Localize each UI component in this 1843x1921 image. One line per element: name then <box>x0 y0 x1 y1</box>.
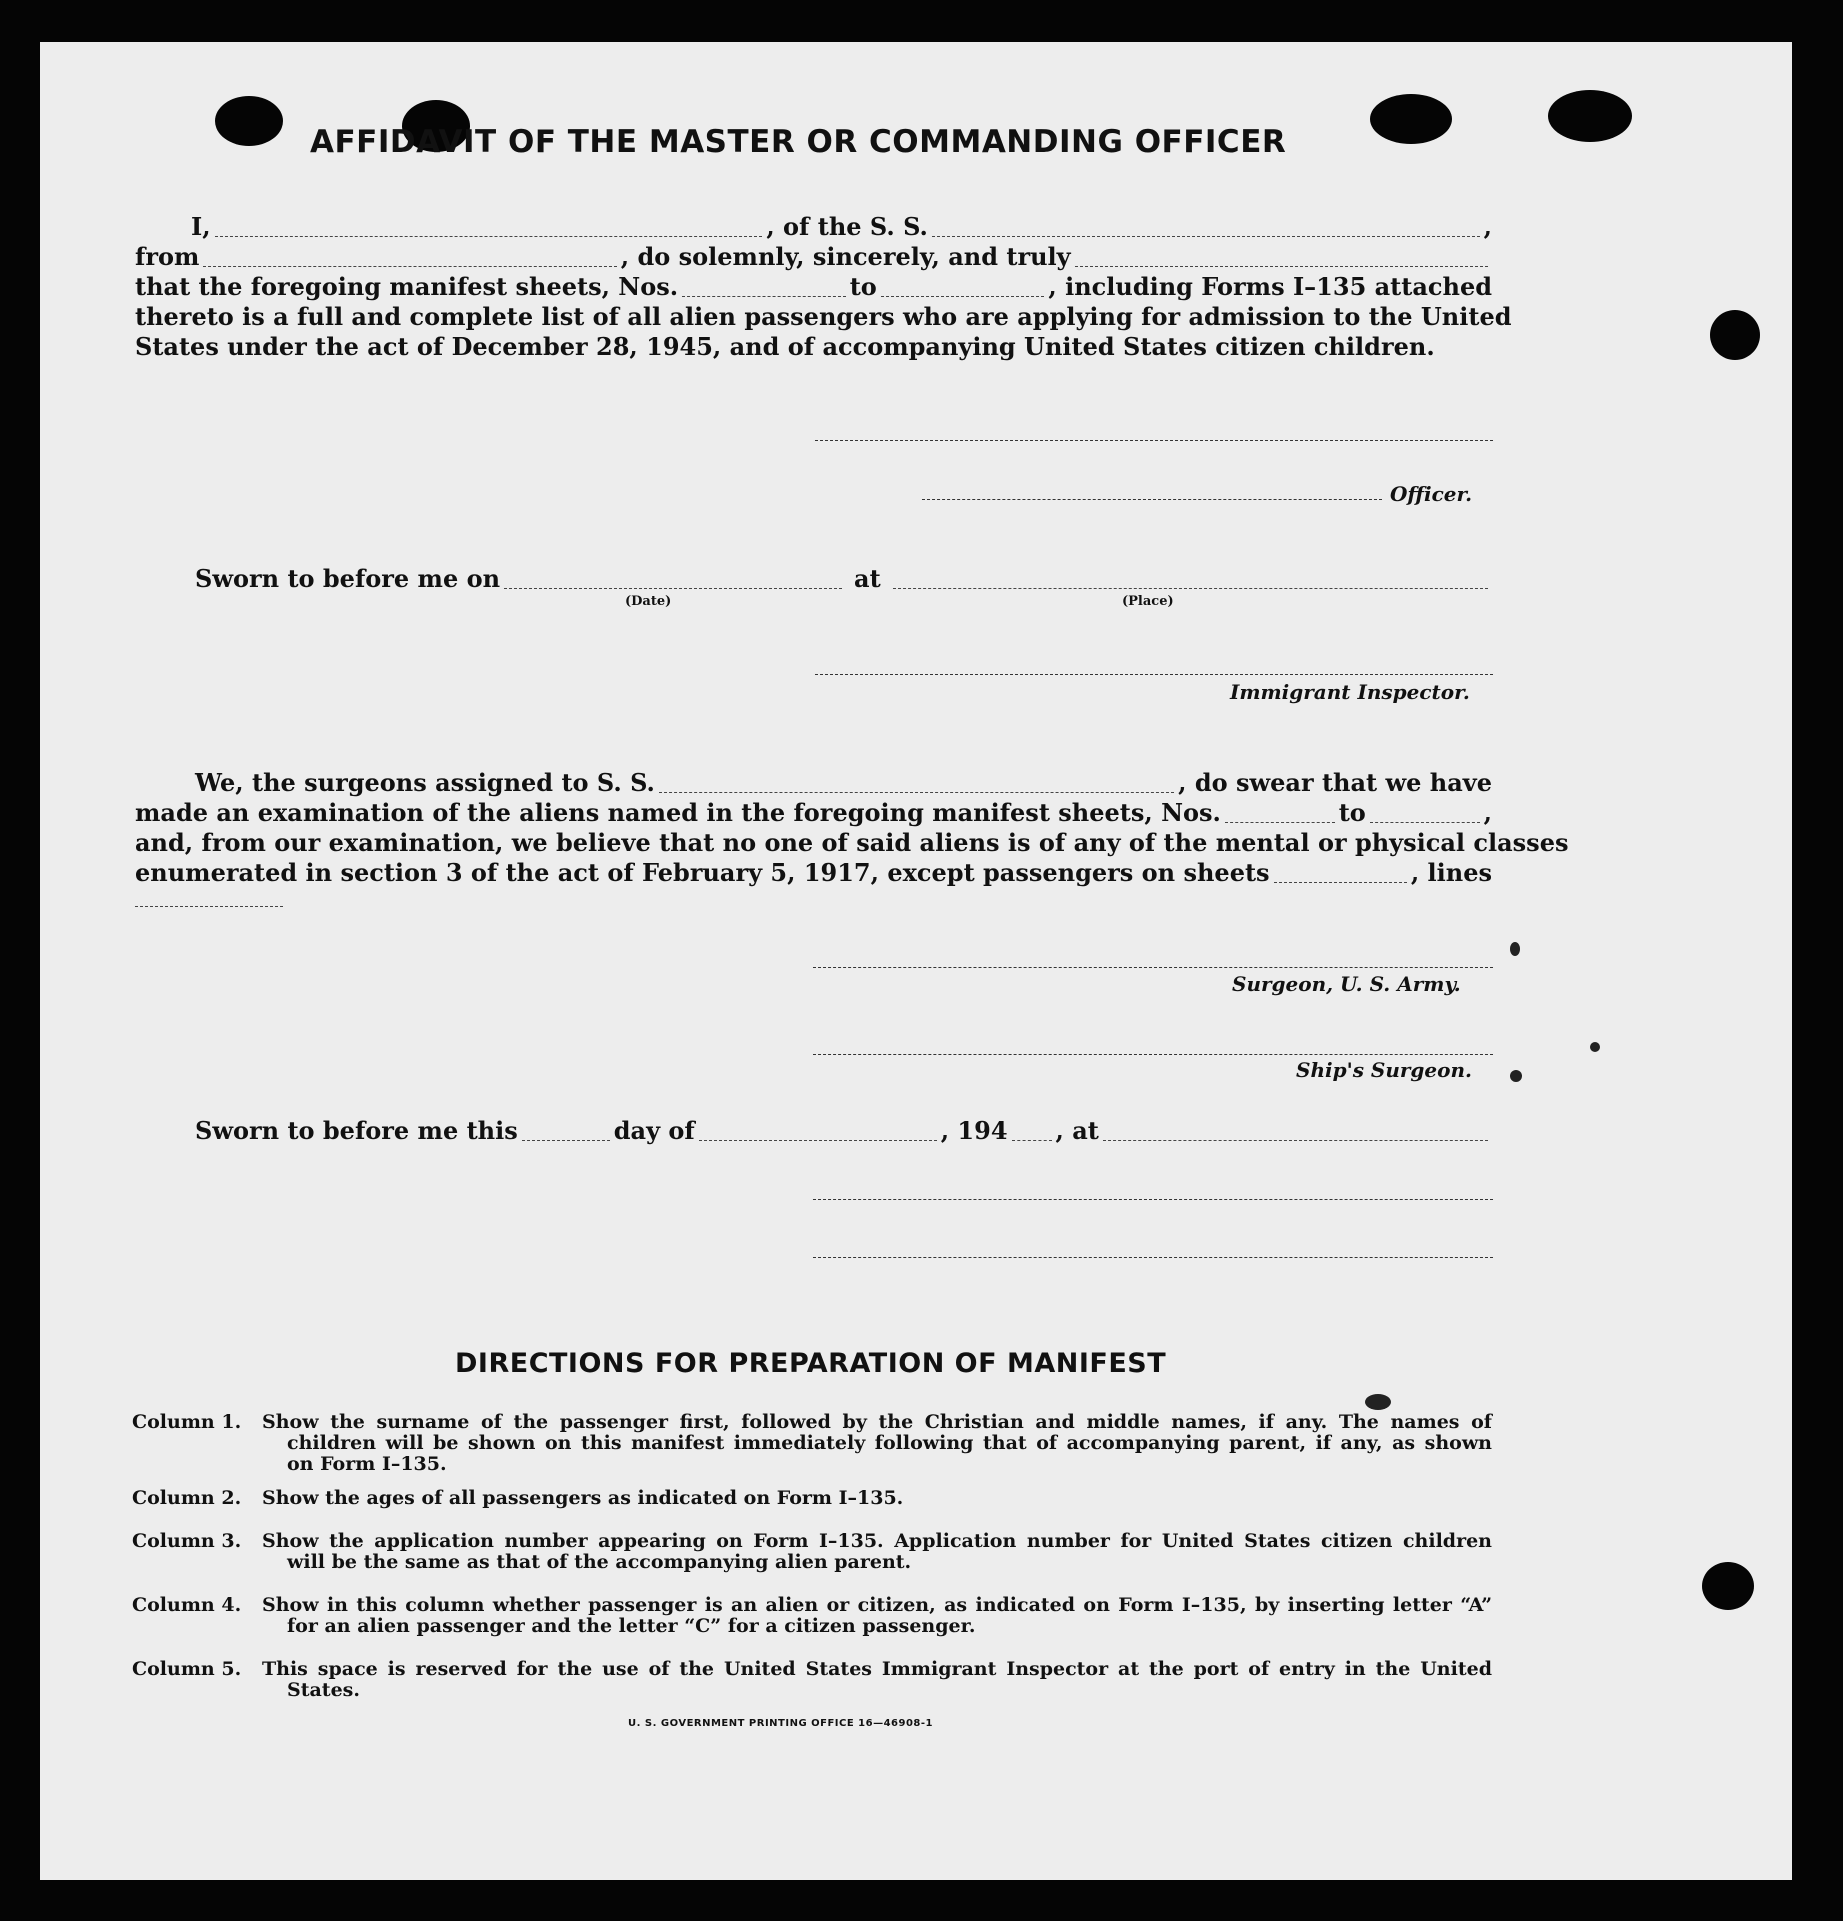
direction-item <box>132 1595 1492 1637</box>
punch-hole <box>1548 90 1632 142</box>
sworn-date-field[interactable] <box>504 570 842 589</box>
ink-spot <box>1590 1042 1600 1052</box>
signature-line[interactable] <box>813 1257 1493 1258</box>
ink-spot <box>1510 942 1520 956</box>
text: to <box>1338 798 1366 827</box>
lines-field[interactable] <box>135 888 283 907</box>
ship-surgeon-label: Ship's Surgeon. <box>1296 1058 1472 1082</box>
punch-hole <box>1702 1562 1754 1610</box>
text: day of <box>613 1116 695 1145</box>
sworn-before-line <box>195 564 1492 594</box>
column-label: Column 5. <box>132 1658 242 1680</box>
text: , at <box>1055 1116 1099 1145</box>
sheet-to-field[interactable] <box>881 278 1045 297</box>
signature-line[interactable] <box>922 499 1382 500</box>
direction-text: Show the ages of all passengers as indicated on Form I–135. <box>262 1487 904 1509</box>
departure-port-field[interactable] <box>203 248 616 267</box>
text: to <box>849 272 877 301</box>
text: , including Forms I–135 attached <box>1048 272 1493 301</box>
text: made an examination of the aliens named in the foregoing manifest sheets, Nos. <box>135 798 1221 827</box>
signature-line[interactable] <box>815 440 1493 441</box>
army-surgeon-label: Surgeon, U. S. Army. <box>1232 972 1461 996</box>
except-sheets-field[interactable] <box>1274 864 1407 883</box>
affidavit-title: AFFIDAVIT OF THE MASTER OR COMMANDING OFFICER <box>310 124 1287 160</box>
direction-text: Show the surname of the passenger first, followed by the Christian and middle names, if any. The names of <box>262 1411 1492 1433</box>
signature-line[interactable] <box>813 1054 1493 1055</box>
oath-type-field[interactable] <box>1075 248 1488 267</box>
officer-label: Officer. <box>1390 482 1473 506</box>
direction-item <box>132 1412 1492 1475</box>
text: , <box>1483 212 1492 241</box>
ink-spot <box>1365 1394 1391 1410</box>
sworn-this-line <box>195 1116 1492 1146</box>
sworn-place-field[interactable] <box>1103 1122 1488 1141</box>
direction-item <box>132 1488 1492 1509</box>
directions-title: DIRECTIONS FOR PREPARATION OF MANIFEST <box>455 1348 1167 1379</box>
punch-hole <box>1370 94 1452 144</box>
sheet-from-field[interactable] <box>682 278 846 297</box>
year-field[interactable] <box>1012 1122 1052 1141</box>
punch-hole <box>215 96 283 146</box>
place-label: (Place) <box>1122 594 1174 609</box>
direction-text: Show the application number appearing on Form I–135. Application number for United States citizen children <box>262 1530 1492 1552</box>
text: , do swear that we have <box>1178 768 1492 797</box>
text: thereto is a full and complete list of all alien passengers who are applying for admission to the United <box>135 302 1512 331</box>
text: at <box>854 564 881 593</box>
column-label: Column 2. <box>132 1487 242 1509</box>
column-label: Column 3. <box>132 1530 242 1552</box>
exam-sheet-from-field[interactable] <box>1225 804 1335 823</box>
text: and, from our examination, we believe that no one of said aliens is of any of the mental or physical classes <box>135 828 1569 857</box>
text: Sworn to before me on <box>195 564 501 593</box>
signature-line[interactable] <box>815 674 1493 675</box>
exam-sheet-to-field[interactable] <box>1370 804 1480 823</box>
master-statement <box>135 212 1512 362</box>
surgeons-statement <box>135 768 1569 918</box>
text: enumerated in section 3 of the act of February 5, 1917, except passengers on sheets <box>135 858 1270 887</box>
text: Sworn to before me this <box>195 1116 518 1145</box>
form-page <box>40 42 1792 1880</box>
printing-office-footer: U. S. GOVERNMENT PRINTING OFFICE 16—46908-1 <box>628 1718 933 1729</box>
direction-item <box>132 1531 1492 1573</box>
ship-name-field[interactable] <box>932 218 1480 237</box>
punch-hole <box>1710 310 1760 360</box>
text: , lines <box>1410 858 1492 887</box>
text: , of the S. S. <box>766 212 928 241</box>
day-field[interactable] <box>522 1122 610 1141</box>
text: We, the surgeons assigned to S. S. <box>195 768 655 797</box>
date-label: (Date) <box>625 594 672 609</box>
text: States under the act of December 28, 1945, and of accompanying United States citizen children. <box>135 332 1435 361</box>
text: , do solemnly, sincerely, and truly <box>620 242 1071 271</box>
direction-text: This space is reserved for the use of the United States Immigrant Inspector at the port of entry in the United <box>262 1658 1492 1680</box>
direction-item <box>132 1659 1492 1701</box>
direction-text: will be the same as that of the accompanying alien parent. <box>287 1551 912 1573</box>
inspector-label: Immigrant Inspector. <box>1230 680 1470 704</box>
text: that the foregoing manifest sheets, Nos. <box>135 272 679 301</box>
direction-text: children will be shown on this manifest immediately following that of accompanying parent, if any, as shown <box>287 1432 1492 1454</box>
text: , 194 <box>940 1116 1008 1145</box>
direction-text: States. <box>287 1679 360 1701</box>
signature-line[interactable] <box>813 967 1493 968</box>
text: from <box>135 242 200 271</box>
text: I, <box>191 212 211 241</box>
direction-text: for an alien passenger and the letter “C” for a citizen passenger. <box>287 1615 976 1637</box>
column-label: Column 1. <box>132 1411 242 1433</box>
officer-name-field[interactable] <box>215 218 763 237</box>
text: , <box>1483 798 1492 827</box>
month-field[interactable] <box>699 1122 937 1141</box>
sworn-place-field[interactable] <box>893 570 1488 589</box>
direction-text: on Form I–135. <box>287 1453 447 1475</box>
signature-line[interactable] <box>813 1199 1493 1200</box>
surgeon-ship-field[interactable] <box>659 774 1174 793</box>
ink-spot <box>1510 1070 1522 1082</box>
column-label: Column 4. <box>132 1594 242 1616</box>
direction-text: Show in this column whether passenger is an alien or citizen, as indicated on Form I–135, by inserting letter “A” <box>262 1594 1492 1616</box>
